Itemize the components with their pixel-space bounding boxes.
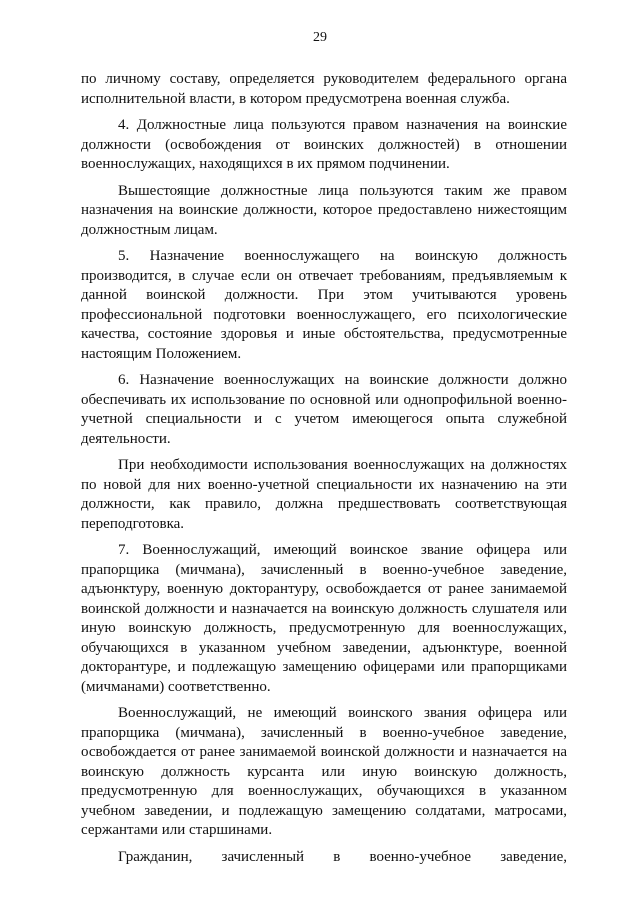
paragraph-superior-officials: Вышестоящие должностные лица пользуются таким же правом назначения на воинские должности, которое предоставлено нижестоящим должностным лицам. bbox=[81, 182, 567, 238]
paragraph-item-7: 7. Военнослужащий, имеющий воинское звание офицера или прапорщика (мичмана), зачисленный в военно-учебное заведение, адъюнктуру, военную докторантуру, освобождается от ранее занимаемой воинской должности и назначается на воинскую должность слушателя или иную воинскую должность, предусмотренную для военнослужащих, обучающихся в указанном учебном заведении, адъюнктуре, военной докторантуре, и подлежащую замещению офицерами или прапорщиками (мичманами) соответственно. bbox=[81, 542, 567, 695]
paragraph-item-5: 5. Назначение военнослужащего на воинскую должность производится, в случае если он отвечает требованиям, предъявляемым к данной воинской должности. При этом учитываются уровень профессиональной подготовки военнослужащего, его психологические качества, состояние здоровья и иные обстоятельства, предусмотренные настоящим Положением. bbox=[81, 248, 567, 362]
paragraph-non-officer-cadet: Военнослужащий, не имеющий воинского звания офицера или прапорщика (мичмана), зачисленный в военно-учебное заведение, освобождается от ранее занимаемой воинской должности и назначается на воинскую должность курсанта или иную воинскую должность, предусмотренную для военнослужащих, обучающихся в указанном учебном заведении, и подлежащую замещению солдатами, матросами, сержантами или старшинами. bbox=[81, 705, 567, 838]
paragraph-continuation: по личному составу, определяется руководителем федерального органа исполнительной власти, в котором предусмотрена военная служба. bbox=[81, 71, 567, 107]
body-text bbox=[81, 70, 567, 874]
paragraph-item-4: 4. Должностные лица пользуются правом назначения на воинские должности (освобождения от воинских должностей) в отношении военнослужащих, находящихся в их прямом подчинении. bbox=[81, 117, 567, 172]
page-number: 29 bbox=[313, 30, 327, 45]
paragraph-retraining: При необходимости использования военнослужащих на должностях по новой для них военно-учетной специальности их назначению на эти должности, как правило, должна предшествовать соответствующая переподготовка. bbox=[81, 457, 567, 532]
paragraph-citizen: Гражданин, зачисленный в военно-учебное заведение, bbox=[118, 848, 567, 865]
paragraph-item-6: 6. Назначение военнослужащих на воинские должности должно обеспечивать их использование по основной или однопрофильной военно-учетной специальности и с учетом имеющегося опыта служебной деятельности. bbox=[81, 372, 567, 447]
